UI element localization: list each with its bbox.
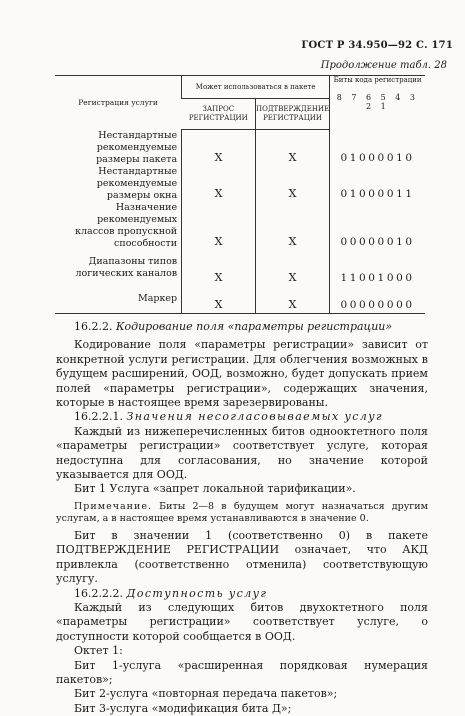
table-row [55,202,425,250]
body-text [56,320,428,716]
list-item: Бит 1-услуга «расширенная порядковая нумерация пакетов»; [56,658,428,686]
request-mark: X [182,286,256,314]
section-heading-16-2-2-1 [56,410,428,424]
row-label: Назначение рекомендуемых классов пропускной способности [75,201,178,249]
section-title: Кодирование поля «параметры регистрации» [115,320,393,333]
confirm-mark: X [255,250,329,286]
registration-code: 00000000 [330,286,425,314]
section-heading-16-2-2-2 [56,587,428,601]
bit-numbers: 8 7 6 5 4 3 2 1 [336,93,419,111]
request-mark: X [182,166,256,202]
section-number: 16.2.2.1. [74,410,123,424]
list-item: Бит 2-услуга «повторная передача пакетов»; [74,687,338,701]
request-mark: X [182,202,256,250]
octet-label: Октет 1: [74,644,123,658]
paragraph: Бит 1 Услуга «запрет локальной тарификации». [74,482,356,496]
list-item: Бит 3-услуга «модификация бита Д»; [74,701,292,715]
registration-code: 01000010 [330,130,425,166]
row-label: Нестандартные рекомендуемые размеры окна [96,165,178,201]
section-title: Доступность услуг [126,586,268,600]
registration-code: 01000011 [330,166,425,202]
registration-code: 11001000 [330,250,425,286]
table-row [55,130,425,166]
note-label: Примечание. [74,500,152,512]
table-row [55,250,425,286]
confirm-mark: X [255,286,329,314]
confirm-mark: X [255,202,329,250]
table-continuation-label: Продолжение табл. 28 [320,60,447,71]
table-row [55,166,425,202]
paragraph: Кодирование поля «параметры регистрации» зависит от конкретной услуги регистрации. Для облегчения возможных в будущем расширений, ООД, возможно, будет допускать прием полей «параметры регистрации», содержащих значения, которые в настоящее время зарезервированы. [56,338,428,410]
bits-column-header [330,76,425,130]
section-title: Значения несогласовываемых услуг [126,410,383,424]
usage-column-header: Может использоваться в пакете [182,76,330,99]
page-header: ГОСТ Р 34.950—92 С. 171 [301,40,453,51]
paragraph: Каждый из следующих битов двухоктетного поля «параметры регистрации» соответствует услуге, о доступности которой сообщается в ООД. [56,600,428,643]
section-number: 16.2.2.2. [74,586,123,600]
confirm-column-header: ПОДТВЕРЖДЕНИЕ РЕГИСТРАЦИИ [255,99,329,130]
note [56,501,428,525]
request-mark: X [182,130,256,166]
row-label: Диапазоны типов логических каналов [75,255,178,279]
paragraph: Бит в значении 1 (соответственно 0) в пакете ПОДТВЕРЖДЕНИЕ РЕГИСТРАЦИИ означает, что АКД привлекла (соответственно отменила) соответствующую услугу. [56,528,428,586]
section-heading-16-2-2 [56,320,428,334]
request-mark: X [182,250,256,286]
request-column-header: ЗАПРОС РЕГИСТРАЦИИ [182,99,256,130]
row-label: Маркер [55,286,182,314]
note-text: Биты 2—8 в будущем могут назначаться другим услугам, а в настоящее время устанавливаются в значение 0. [56,500,428,524]
confirm-mark: X [255,166,329,202]
table-row [55,286,425,314]
service-column-header: Регистрация услуги [55,76,182,130]
row-label: Нестандартные рекомендуемые размеры пакета [96,129,178,165]
confirm-mark: X [255,130,329,166]
bits-header-label: Биты кода регистрации [333,76,422,84]
registration-table [55,75,425,314]
registration-code: 00000010 [330,202,425,250]
paragraph: Каждый из нижеперечисленных битов однооктетного поля «параметры регистрации» соответствует услуге, которая недоступна для согласования, но значение которой указывается для ООД. [56,424,428,482]
section-number: 16.2.2. [74,320,113,333]
